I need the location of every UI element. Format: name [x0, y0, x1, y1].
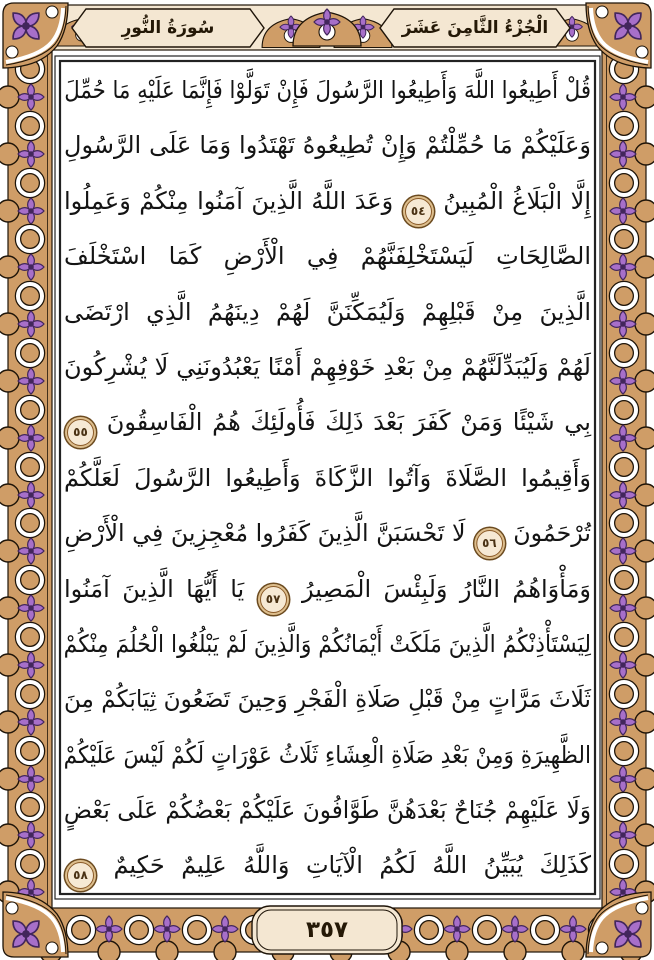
quran-text: وَعَدَ اللَّهُ الَّذِينَ آمَنُوا مِنْكُمْ وَعَمِلُوا — [64, 186, 402, 215]
ayah-marker-58: ٥٨ — [67, 862, 94, 889]
page-number: ٣٥٧ — [305, 917, 349, 943]
quran-text-block — [64, 63, 591, 894]
juz-title: الْجُزْءُ الثَّامِنَ عَشَرَ — [401, 18, 549, 38]
quran-text: إِلَّا الْبَلَاغُ الْمُبِينُ — [434, 186, 591, 215]
quran-line-12 — [63, 672, 592, 727]
quran-text: لِيَسْتَأْذِنْكُمُ الَّذِينَ مَلَكَتْ أَيْمَانُكُمْ وَالَّذِينَ لَمْ يَبْلُغُوا الْحُلُمَ مِنْكُمْ — [63, 629, 591, 658]
quran-text: كَذَلِكَ يُبَيِّنُ اللَّهُ لَكُمُ الْآيَاتِ وَاللَّهُ عَلِيمٌ حَكِيمٌ — [97, 851, 591, 880]
quran-text: بِي شَيْئًا وَمَنْ كَفَرَ بَعْدَ ذَلِكَ فَأُولَئِكَ هُمُ الْفَاسِقُونَ — [97, 408, 591, 437]
quran-text: تُرْحَمُونَ — [505, 519, 591, 548]
quran-line-5 — [64, 285, 591, 340]
ayah-marker-56: ٥٦ — [476, 530, 503, 557]
quran-text: لَا تَحْسَبَنَّ الَّذِينَ كَفَرُوا مُعْجِزِينَ فِي الْأَرْضِ — [64, 519, 474, 548]
quran-text: وَأَقِيمُوا الصَّلَاةَ وَآتُوا الزَّكَاةَ وَأَطِيعُوا الرَّسُولَ لَعَلَّكُمْ — [64, 463, 591, 492]
ayah-marker-55: ٥٥ — [67, 419, 94, 446]
quran-line-3 — [64, 174, 591, 229]
quran-text: وَمَأْوَاهُمُ النَّارُ وَلَبِئْسَ الْمَصِيرُ — [289, 574, 592, 603]
ayah-marker-57: ٥٧ — [260, 586, 287, 613]
quran-line-4 — [64, 229, 591, 284]
quran-text: ثَلَاثَ مَرَّاتٍ مِنْ قَبْلِ صَلَاةِ الْفَجْرِ وَحِينَ تَضَعُونَ ثِيَابَكُمْ مِنَ — [63, 685, 592, 714]
quran-line-9 — [64, 506, 591, 561]
quran-text: قُلْ أَطِيعُوا اللَّهَ وَأَطِيعُوا الرَّسُولَ فَإِنْ تَوَلَّوْا فَإِنَّمَا عَلَيْهِ مَا حُمِّلَ — [64, 76, 591, 104]
quran-line-1 — [64, 63, 591, 118]
quran-text: لَهُمْ وَلَيُبَدِّلَنَّهُمْ مِنْ بَعْدِ خَوْفِهِمْ أَمْنًا يَعْبُدُونَنِي لَا يُشْرِكُونَ — [64, 352, 591, 381]
quran-line-2 — [64, 118, 591, 173]
quran-line-15 — [64, 838, 591, 893]
quran-text: الصَّالِحَاتِ لَيَسْتَخْلِفَنَّهُمْ فِي الْأَرْضِ كَمَا اسْتَخْلَفَ — [64, 242, 591, 271]
quran-line-8 — [64, 451, 591, 506]
quran-line-14 — [63, 783, 592, 838]
surah-title: سُورَةُ النُّورِ — [121, 18, 215, 38]
quran-text: الَّذِينَ مِنْ قَبْلِهِمْ وَلَيُمَكِّنَنَّ لَهُمْ دِينَهُمُ الَّذِي ارْتَضَى — [64, 297, 591, 326]
quran-text: يَا أَيُّهَا الَّذِينَ آمَنُوا — [64, 574, 257, 603]
ayah-marker-54: ٥٤ — [405, 198, 432, 225]
quran-line-11 — [63, 617, 591, 672]
quran-line-13 — [63, 728, 591, 783]
quran-text: الظَّهِيرَةِ وَمِنْ بَعْدِ صَلَاةِ الْعِشَاءِ ثَلَاثُ عَوْرَاتٍ لَكُمْ لَيْسَ عَلَيْكُمْ — [63, 740, 591, 769]
quran-text: وَعَلَيْكُمْ مَا حُمِّلْتُمْ وَإِنْ تُطِيعُوهُ تَهْتَدُوا وَمَا عَلَى الرَّسُولِ — [64, 131, 591, 160]
quran-line-10 — [64, 562, 591, 617]
quran-line-6 — [64, 340, 591, 395]
quran-text: وَلَا عَلَيْهِمْ جُنَاحٌ بَعْدَهُنَّ طَوَّافُونَ عَلَيْكُمْ بَعْضُكُمْ عَلَى بَعْضٍ — [63, 796, 592, 825]
quran-line-7 — [64, 395, 591, 450]
